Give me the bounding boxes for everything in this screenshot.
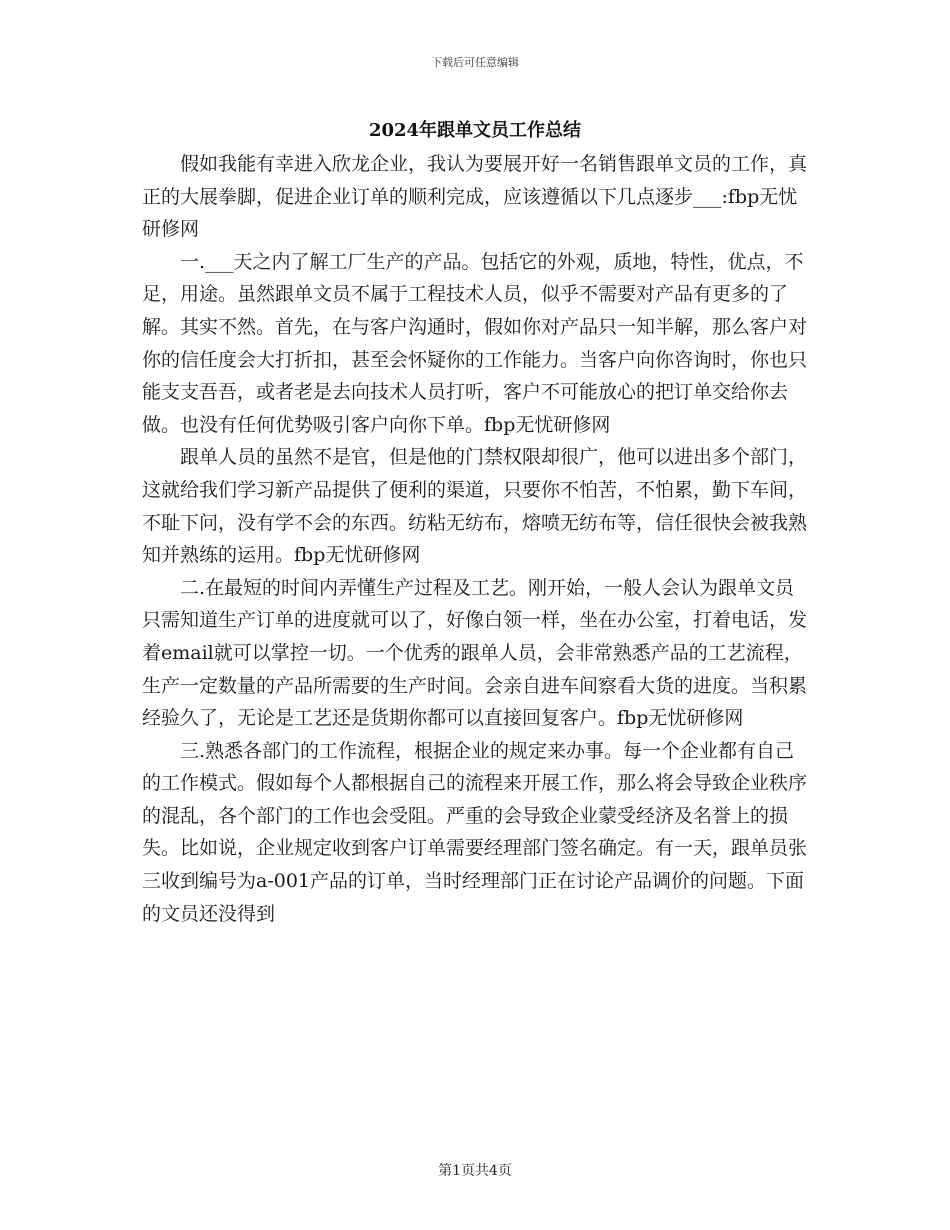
page-footer: 第1页共4页	[438, 1163, 512, 1179]
page-header: 下载后可任意编辑	[431, 56, 519, 69]
paragraph-section-2: 二.在最短的时间内弄懂生产过程及工艺。刚开始，一般人会认为跟单文员只需知道生产订单的进度就可以了，好像白领一样，坐在办公室，打着电话，发着email就可以掌控一切。一个优秀的跟单人员，会非常熟悉产品的工艺流程，生产一定数量的产品所需要的生产时间。会亲自进车间察看大货的进度。当积累经验久了，无论是工艺还是货期你都可以直接回复客户。fbp无忧研修网	[142, 576, 808, 730]
paragraph-intro: 假如我能有幸进入欣龙企业，我认为要展开好一名销售跟单文员的工作，真正的大展拳脚，促进企业订单的顺利完成，应该遵循以下几点逐步___:fbp无忧研修网	[142, 153, 808, 241]
paragraph-section-1-cont: 跟单人员的虽然不是官，但是他的门禁权限却很广，他可以进出多个部门，这就给我们学习新产品提供了便利的渠道，只要你不怕苦，不怕累，勤下车间，不耻下问，没有学不会的东西。纺粘无纺布，熔喷无纺布等，信任很快会被我熟知并熟练的运用。fbp无忧研修网	[142, 446, 808, 567]
document-title: 2024年跟单文员工作总结	[368, 120, 582, 141]
document-body	[142, 148, 808, 930]
paragraph-section-1: 一.___天之内了解工厂生产的产品。包括它的外观，质地，特性，优点，不足，用途。虽然跟单文员不属于工程技术人员，似乎不需要对产品有更多的了解。其实不然。首先，在与客户沟通时，假如你对产品只一知半解，那么客户对你的信任度会大打折扣，甚至会怀疑你的工作能力。当客户向你咨询时，你也只能支支吾吾，或者老是去向技术人员打听，客户不可能放心的把订单交给你去做。也没有任何优势吸引客户向你下单。fbp无忧研修网	[142, 250, 808, 436]
paragraph-section-3: 三.熟悉各部门的工作流程，根据企业的规定来办事。每一个企业都有自己的工作模式。假如每个人都根据自己的流程来开展工作，那么将会导致企业秩序的混乱，各个部门的工作也会受阻。严重的会导致企业蒙受经济及名誉上的损失。比如说，企业规定收到客户订单需要经理部门签名确定。有一天，跟单员张三收到编号为a-001产品的订单，当时经理部门正在讨论产品调价的问题。下面的文员还没得到	[142, 739, 808, 925]
